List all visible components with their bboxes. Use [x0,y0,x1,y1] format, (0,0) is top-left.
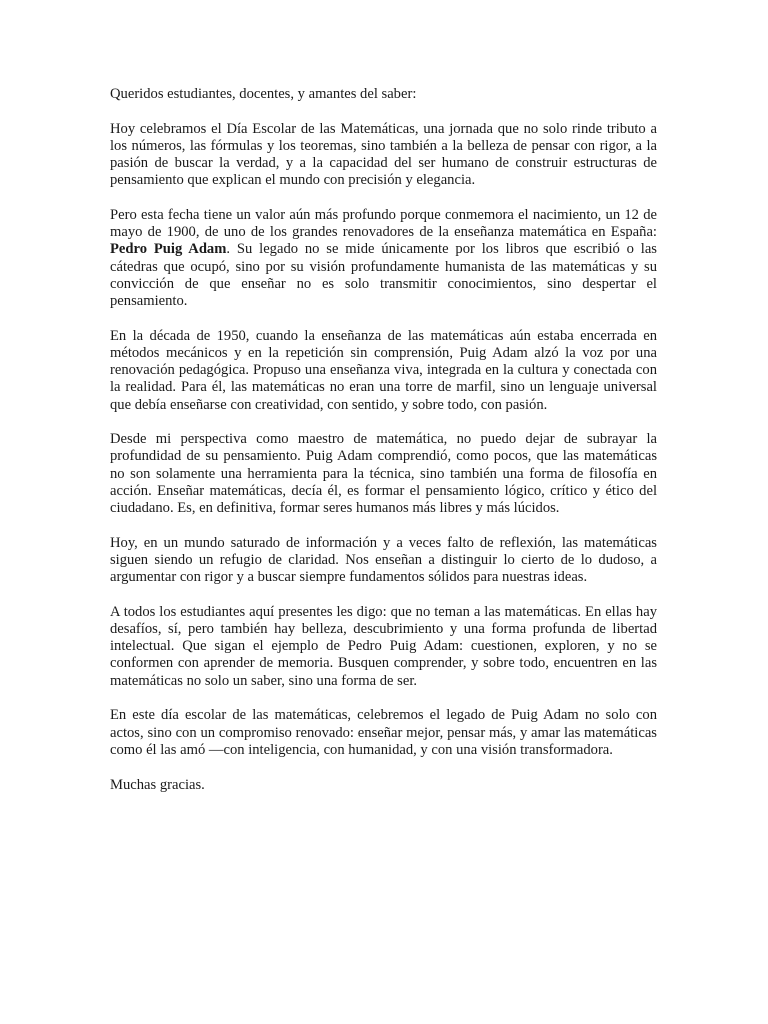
closing: Muchas gracias. [110,776,205,793]
paragraph-history: En la década de 1950, cuando la enseñanza de las matemáticas aún estaba encerrada en métodos mecánicos y en la repetición sin comprensión, Puig Adam alzó la voz por una renovación pedagógica. Propuso una enseñanza viva, integrada en la cultura y conectada con la realidad. Para él, las matemáticas no eran una torre de marfil, sino un lenguaje universal que debía enseñarse con creatividad, con sentido, y sobre todo, con pasión. [110,327,657,413]
paragraph-birth [110,207,657,310]
paragraph-today: Hoy, en un mundo saturado de información y a veces falto de reflexión, las matemáticas siguen siendo un refugio de claridad. Nos enseñan a distinguir lo cierto de lo dudoso, a argumentar con rigor y a buscar siempre fundamentos sólidos para nuestras ideas. [110,534,657,586]
person-name: Pedro Puig Adam [110,241,227,258]
letter-body [110,86,657,811]
paragraph-celebration: En este día escolar de las matemáticas, celebremos el legado de Puig Adam no solo con actos, sino con un compromiso renovado: enseñar mejor, pensar más, y amar las matemáticas como él las amó —con inteligencia, con humanidad, y con una visión transformadora. [110,707,657,758]
salutation: Queridos estudiantes, docentes, y amantes del saber: [110,86,417,102]
paragraph-birth-text-start: Pero esta fecha tiene un valor aún más profundo porque conmemora el nacimiento, un 12 de mayo de 1900, de uno de los grandes renovadores de la enseñanza matemática en España: [110,207,657,241]
paragraph-intro: Hoy celebramos el Día Escolar de las Matemáticas, una jornada que no solo rinde tributo a los números, las fórmulas y los teoremas, sino también a la belleza de pensar con rigor, a la pasión de buscar la verdad, y a la capacidad del ser humano de construir estructuras de pensamiento que explican el mundo con precisión y elegancia. [110,120,657,189]
paragraph-students: A todos los estudiantes aquí presentes les digo: que no teman a las matemáticas. En ellas hay desafíos, sí, pero también hay belleza, descubrimiento y una forma profunda de libertad intelectual. Que sigan el ejemplo de Pedro Puig Adam: cuestionen, exploren, y no se conformen con aprender de memoria. Busquen comprender, y sobre todo, encuentren en las matemáticas no solo un saber, sino una forma de ser. [110,603,657,689]
paragraph-birth-text-end: . Su legado no se mide únicamente por los libros que escribió o las cátedras que ocupó, sino por su visión profundamente humanista de las matemáticas y su convicción de que enseñar no es solo transmitir conocimientos, sino despertar el pensamiento. [110,241,657,310]
paragraph-perspective: Desde mi perspectiva como maestro de matemática, no puedo dejar de subrayar la profundidad de su pensamiento. Puig Adam comprendió, como pocos, que las matemáticas no son solamente una herramienta para la técnica, sino también una forma de filosofía en acción. Enseñar matemáticas, decía él, es formar el pensamiento lógico, crítico y ético del ciudadano. Es, en definitiva, formar seres humanos más libres y más lúcidos. [110,431,657,517]
